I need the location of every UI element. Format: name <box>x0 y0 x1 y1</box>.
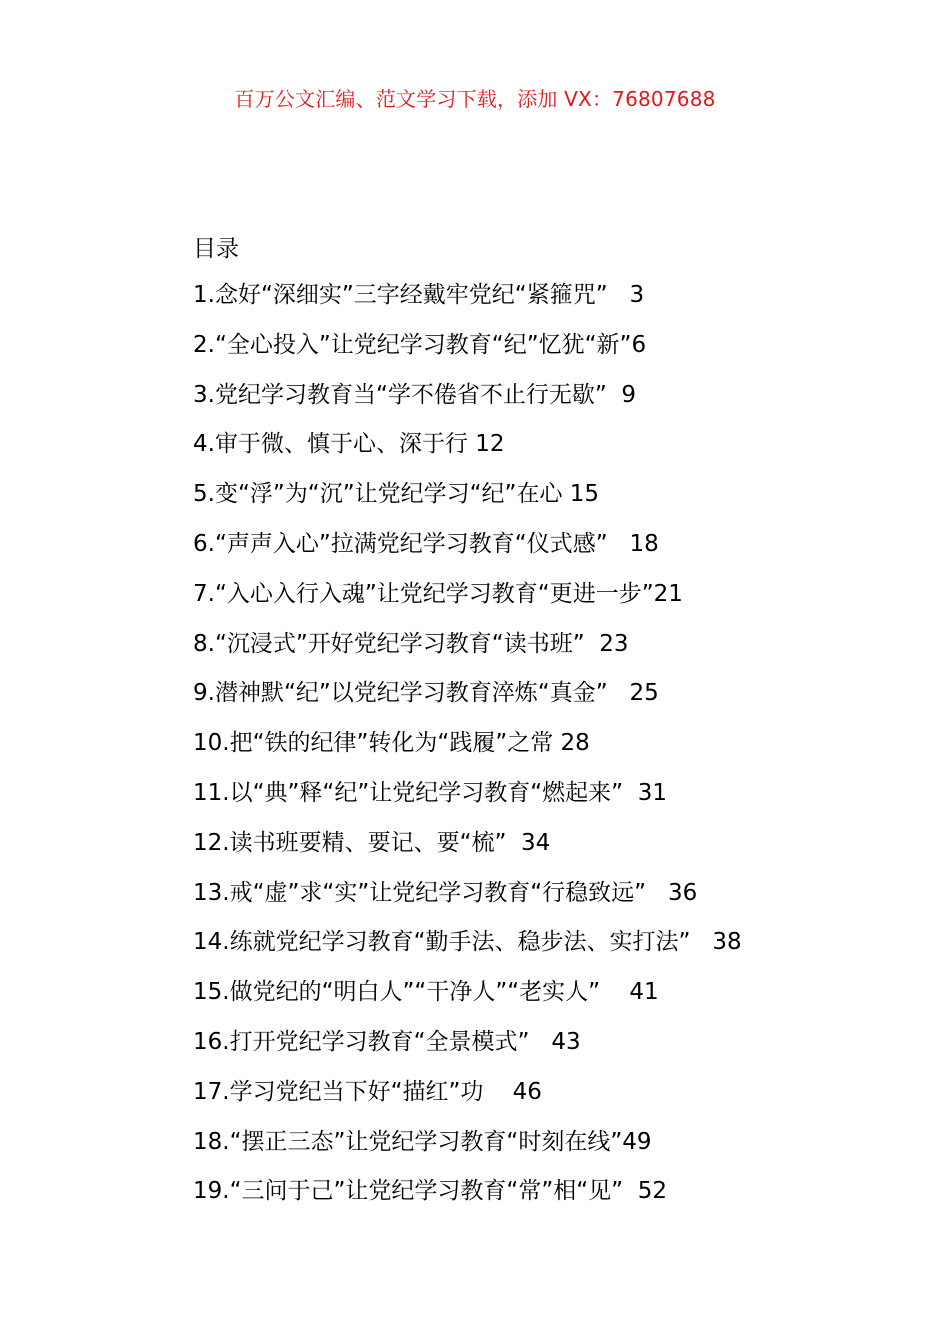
toc-item: 13.戒“虚”求“实”让党纪学习教育“行稳致远” 36 <box>193 879 698 906</box>
toc-item: 1.念好“深细实”三字经戴牢党纪“紧箍咒” 3 <box>193 282 645 308</box>
toc-item: 14.练就党纪学习教育“勤手法、稳步法、实打法” 38 <box>193 929 742 956</box>
toc-item: 2.“全心投入”让党纪学习教育“纪”忆犹“新”6 <box>193 331 647 358</box>
toc-item: 16.打开党纪学习教育“全景模式” 43 <box>193 1028 581 1055</box>
table-of-contents <box>193 278 742 1224</box>
toc-item: 4.审于微、慎于心、深于行 12 <box>193 431 505 458</box>
toc-item: 5.变“浮”为“沉”让党纪学习“纪”在心 15 <box>193 481 600 508</box>
toc-item: 12.读书班要精、要记、要“梳” 34 <box>193 829 551 856</box>
toc-item: 11.以“典”释“纪”让党纪学习教育“燃起来” 31 <box>193 779 667 806</box>
toc-title: 目录 <box>193 236 239 262</box>
toc-item: 10.把“铁的纪律”转化为“践履”之常 28 <box>193 730 590 757</box>
toc-item: 3.党纪学习教育当“学不倦省不止行无歇” 9 <box>193 381 637 408</box>
toc-item: 7.“入心入行入魂”让党纪学习教育“更进一步”21 <box>193 580 683 607</box>
watermark-header: 百万公文汇编、范文学习下载，添加 VX：76807688 <box>234 87 716 111</box>
toc-item: 18.“摆正三态”让党纪学习教育“时刻在线”49 <box>193 1128 652 1155</box>
toc-item: 17.学习党纪当下好“描红”功 46 <box>193 1078 542 1105</box>
toc-item: 19.“三问于己”让党纪学习教育“常”相“见” 52 <box>193 1178 667 1205</box>
toc-item: 15.做党纪的“明白人”“干净人”“老实人” 41 <box>193 979 659 1006</box>
toc-item: 9.潜神默“纪”以党纪学习教育淬炼“真金” 25 <box>193 680 659 707</box>
toc-item: 8.“沉浸式”开好党纪学习教育“读书班” 23 <box>193 630 629 657</box>
toc-item: 6.“声声入心”拉满党纪学习教育“仪式感” 18 <box>193 530 659 557</box>
